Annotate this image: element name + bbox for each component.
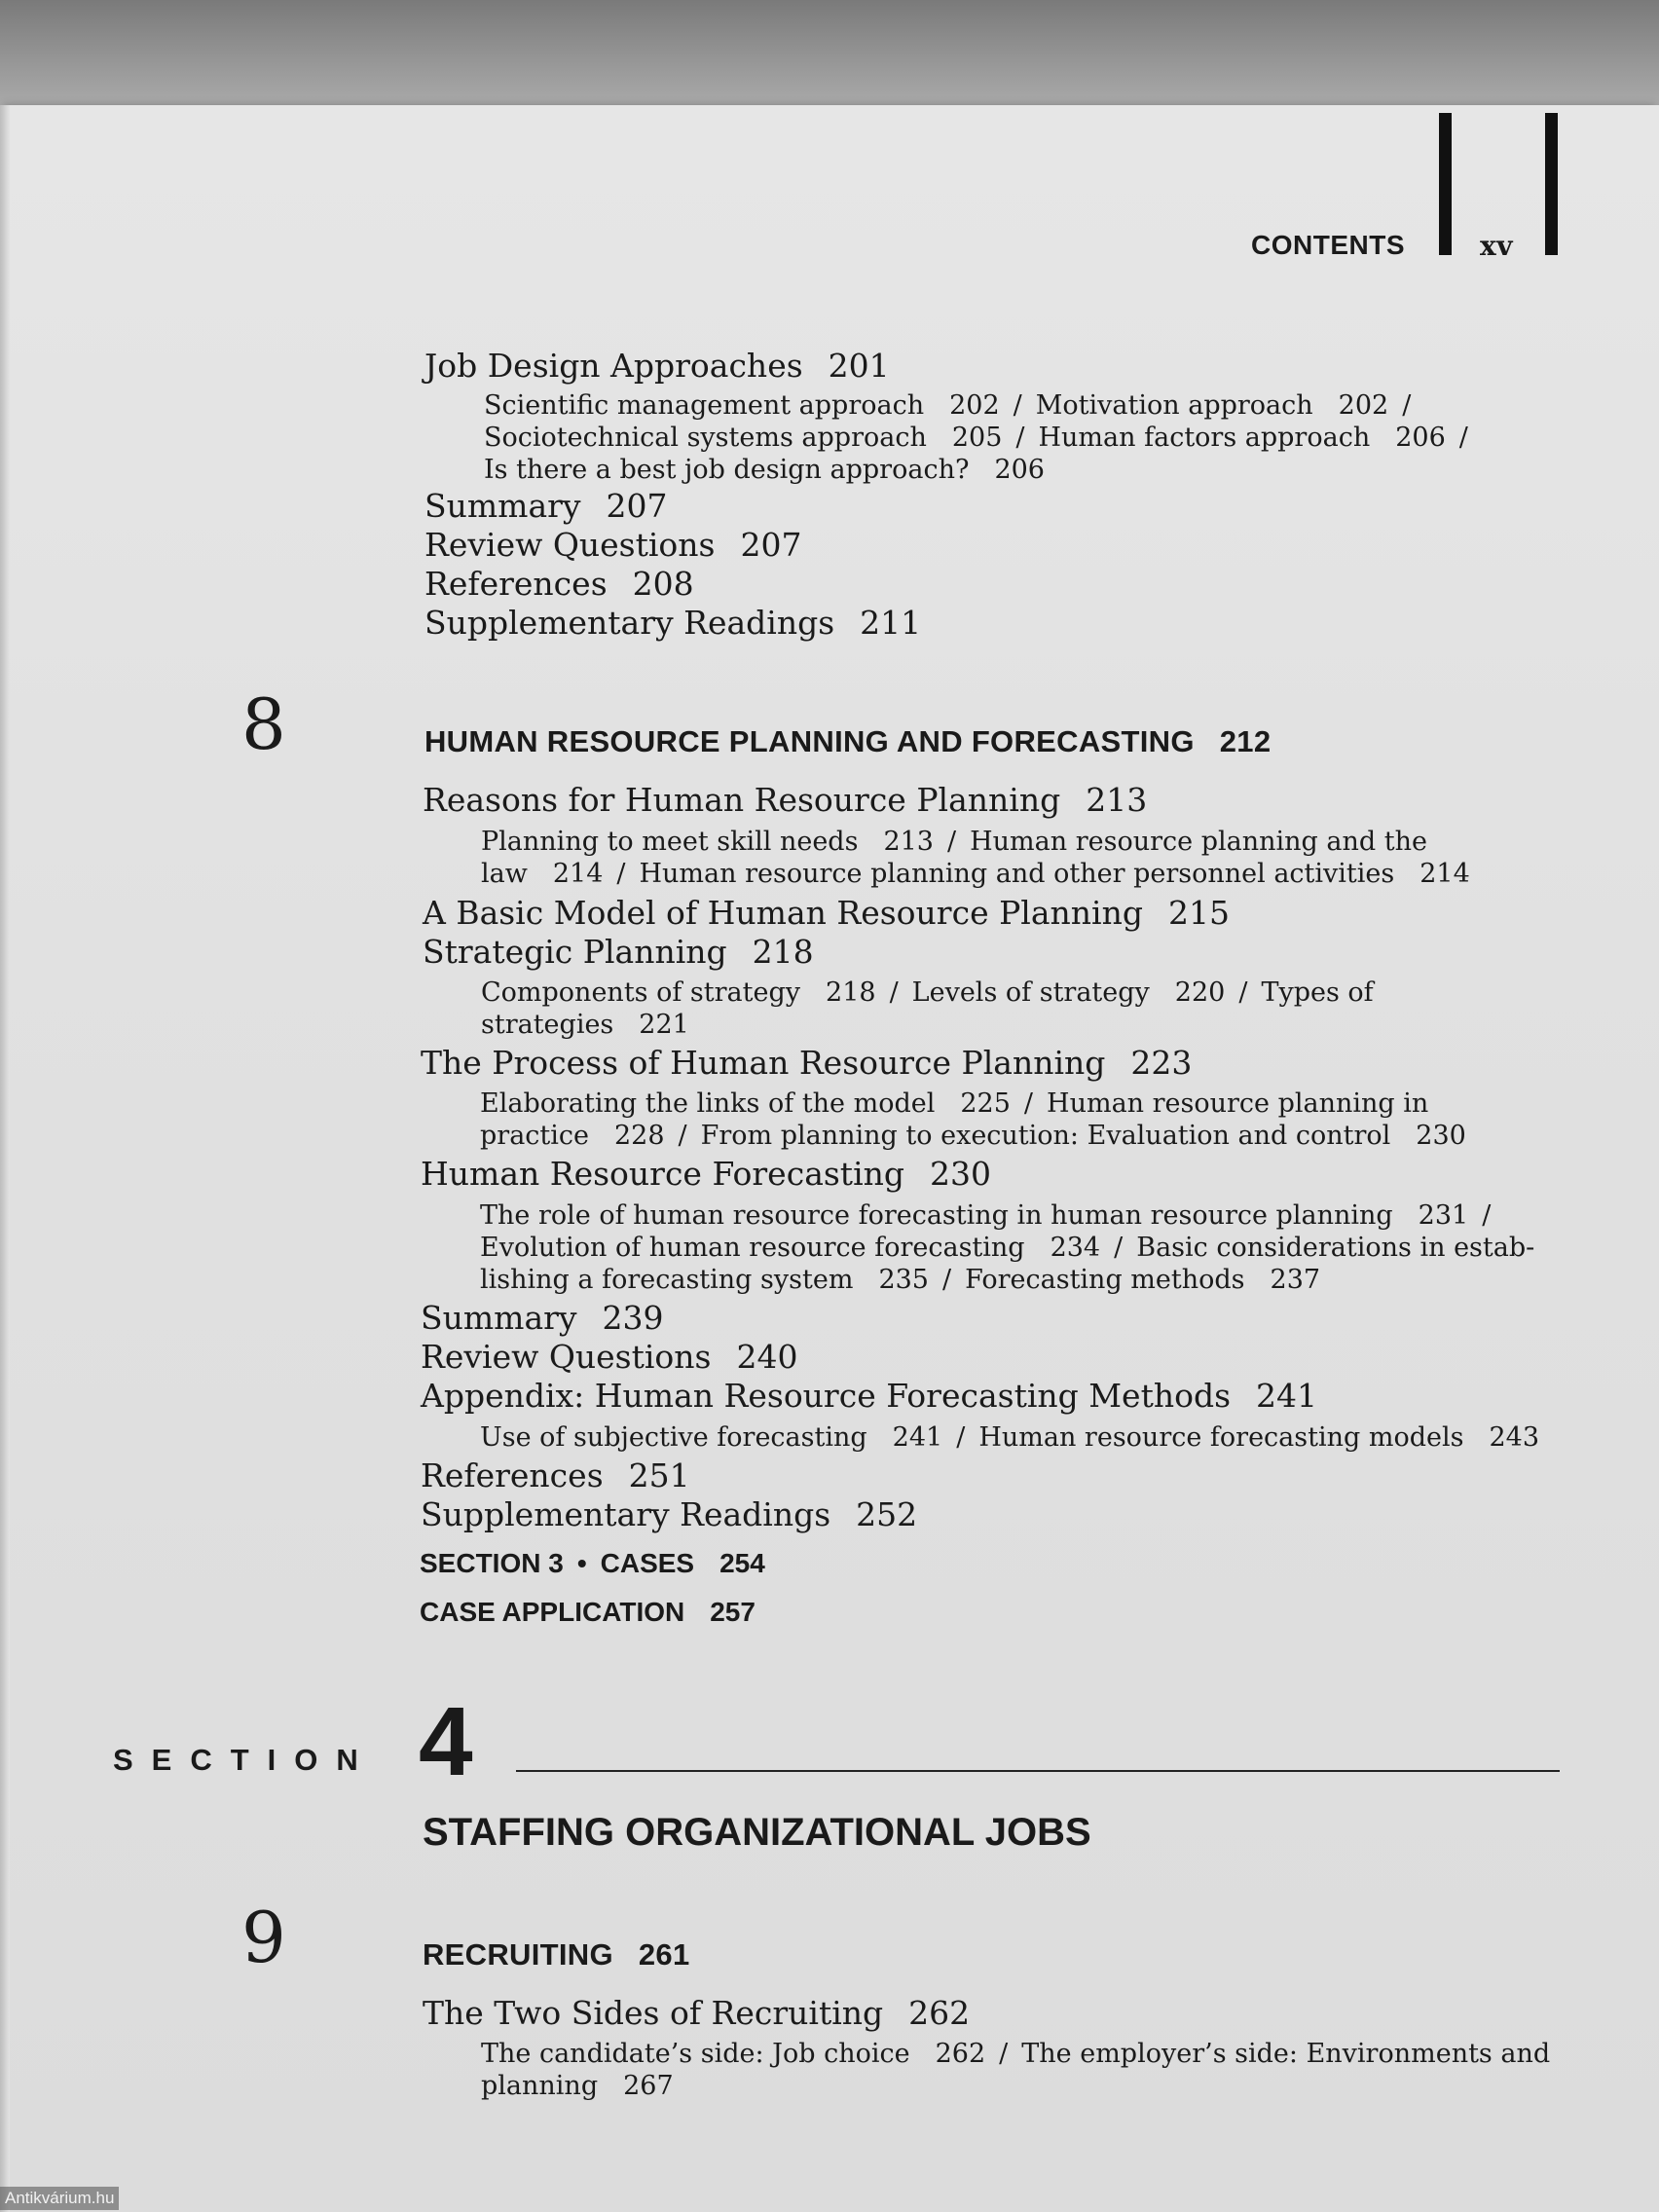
separator: / [941,1265,952,1295]
toc-subline [481,826,1427,858]
separator: / [1023,1088,1034,1119]
entry-page: 230 [930,1155,991,1193]
sub-page: 214 [1419,859,1470,889]
toc-entry-references[interactable] [421,1456,690,1494]
separator: / [947,827,957,857]
sub-topic: lishing a forecasting system [480,1265,854,1295]
entry-page: 251 [628,1456,690,1494]
entry-page: 208 [632,565,694,603]
header-bar-right [1545,113,1558,255]
entry-page: 240 [736,1338,798,1376]
sub-topic: Human resource planning and the [970,827,1427,857]
sub-page: 225 [960,1088,1011,1119]
toc-subline [480,1421,1539,1454]
toc-entry-process[interactable] [421,1044,1192,1082]
toc-subline [481,2038,1550,2070]
entry-page: 207 [740,526,802,564]
entry-title: Summary [424,487,581,525]
sub-page: 202 [1338,390,1389,421]
separator: / [1013,390,1022,421]
chapter-title-link[interactable] [423,1937,690,1972]
toc-entry-review-questions[interactable] [421,1338,797,1376]
toc-entry-job-design[interactable] [424,347,890,385]
section-title: STAFFING ORGANIZATIONAL JOBS [423,1811,1091,1854]
toc-subline [484,454,1045,486]
sub-page: 234 [1050,1233,1101,1263]
sub-topic: Planning to meet skill needs [481,827,859,857]
sub-page: 228 [614,1121,665,1151]
toc-subline [484,422,1482,454]
sub-page: 202 [949,390,1000,421]
entry-title: References [424,565,608,603]
toc-entry-summary[interactable] [424,487,668,525]
toc-subline [481,977,1374,1009]
toc-entry-forecasting[interactable] [421,1155,991,1193]
separator: / [1402,390,1412,421]
separator: / [616,859,626,889]
sub-topic: Human factors approach [1038,423,1371,453]
sub-topic: law [481,859,528,889]
toc-entry-basic-model[interactable] [423,894,1230,932]
entry-page: 252 [856,1495,918,1533]
entry-page: 257 [710,1597,756,1627]
entry-title: Summary [421,1299,577,1337]
sub-topic: Scientific management approach [484,390,925,421]
toc-entry-review-questions[interactable] [424,526,801,564]
section-word: SECTION [113,1743,377,1777]
sub-page: 213 [883,827,934,857]
sub-topic: strategies [481,1010,614,1040]
toc-entry-appendix[interactable] [421,1377,1317,1415]
section-number: 4 [419,1687,473,1796]
entry-page: 241 [1256,1377,1318,1415]
chapter-page: 212 [1219,724,1272,758]
sub-topic: The role of human resource forecasting in human resource planning [480,1200,1393,1231]
sub-page: 206 [1395,423,1446,453]
header-bar-left [1439,113,1452,255]
entry-title: Review Questions [424,526,716,564]
sub-page: 220 [1174,977,1226,1008]
sub-page: 218 [826,977,876,1008]
entry-page: 223 [1130,1044,1193,1082]
toc-subline [481,1009,689,1041]
entry-page: 262 [908,1994,971,2032]
sub-topic: Is there a best job design approach? [484,455,970,485]
toc-subline [481,2070,674,2102]
toc-subline [480,1088,1428,1120]
entry-title: The Two Sides of Recruiting [423,1994,884,2032]
separator: / [678,1121,687,1151]
section-label: SECTION 3 [420,1548,564,1578]
sub-topic: Types of [1261,977,1374,1008]
sub-page: 262 [935,2039,986,2069]
chapter-number: 9 [241,1897,286,1978]
separator: / [1015,423,1025,453]
entry-title: Reasons for Human Resource Planning [423,781,1061,819]
toc-entry-strategic-planning[interactable] [423,933,814,971]
sub-page: 230 [1416,1121,1466,1151]
case-application-label: CASE APPLICATION [420,1597,685,1627]
sub-topic: Motivation approach [1035,390,1313,421]
chapter-title: RECRUITING [423,1937,613,1972]
entry-title: Review Questions [421,1338,712,1376]
toc-subline [481,858,1470,890]
toc-entry-references[interactable] [424,565,694,603]
chapter-title-link[interactable] [424,724,1271,759]
chapter-number: 8 [241,683,286,765]
sub-page: 235 [878,1265,929,1295]
entry-page: 213 [1086,781,1148,819]
sub-page: 214 [552,859,604,889]
separator: / [1114,1233,1124,1263]
sub-topic: Human resource planning and other personnel activities [639,859,1395,889]
separator: / [999,2039,1009,2069]
sub-topic: planning [481,2071,599,2101]
sub-page: 205 [951,423,1003,453]
entry-title: Supplementary Readings [424,604,835,642]
entry-page: 201 [828,347,890,385]
sub-topic: practice [480,1121,589,1151]
toc-subline [480,1264,1320,1296]
entry-page: 215 [1167,894,1230,932]
sub-topic: Use of subjective forecasting [480,1422,867,1453]
toc-entry-reasons[interactable] [423,781,1147,819]
chapter-title: HUMAN RESOURCE PLANNING AND FORECASTING [424,724,1195,758]
toc-subline [480,1232,1534,1264]
separator: / [1238,977,1248,1008]
sub-topic: Forecasting methods [965,1265,1245,1295]
toc-subline [480,1199,1504,1232]
entry-title: The Process of Human Resource Planning [421,1044,1106,1082]
sub-page: 221 [639,1010,689,1040]
sub-topic: Levels of strategy [911,977,1150,1008]
sub-page: 206 [994,455,1045,485]
section-rule [516,1770,1560,1772]
cases-label: CASES [600,1548,695,1578]
toc-entry-supplementary-readings[interactable] [424,604,921,642]
entry-title: References [421,1456,604,1494]
entry-title: Strategic Planning [423,933,727,971]
sub-page: 241 [892,1422,943,1453]
sub-page: 243 [1489,1422,1540,1453]
toc-entry-summary[interactable] [421,1299,664,1337]
toc-subline [484,389,1424,422]
entry-page: 207 [606,487,668,525]
entry-page: 239 [602,1299,664,1337]
toc-entry-two-sides[interactable] [423,1994,970,2032]
sub-page: 231 [1418,1200,1469,1231]
toc-subline [480,1120,1466,1152]
entry-title: Supplementary Readings [421,1495,831,1533]
sub-topic: Human resource forecasting models [978,1422,1464,1453]
separator: / [1482,1200,1492,1231]
sub-topic: Elaborating the links of the model [480,1088,936,1119]
sub-page: 237 [1270,1265,1321,1295]
entry-title: A Basic Model of Human Resource Planning [423,894,1143,932]
separator: / [956,1422,966,1453]
entry-title: Job Design Approaches [424,347,803,385]
entry-title: Human Resource Forecasting [421,1155,904,1193]
toc-entry-supplementary-readings[interactable] [421,1495,917,1533]
sub-topic: Basic considerations in estab- [1136,1233,1535,1263]
toc-entry-section3-cases[interactable] [420,1548,765,1579]
sub-topic: The employer’s side: Environments and [1021,2039,1551,2069]
watermark: Antikvárium.hu [0,2187,119,2210]
entry-title: Appendix: Human Resource Forecasting Methods [421,1377,1232,1415]
entry-page: 211 [860,604,922,642]
separator: / [889,977,899,1008]
page-edge [0,105,10,2212]
sub-topic: From planning to execution: Evaluation and control [700,1121,1391,1151]
toc-entry-case-application[interactable] [420,1597,756,1628]
entry-page: 254 [719,1548,765,1578]
running-head-label: CONTENTS [1251,230,1405,260]
sub-topic: Sociotechnical systems approach [484,423,927,453]
sub-topic: Human resource planning in [1047,1088,1429,1119]
sub-topic: Components of strategy [481,977,801,1008]
bullet: • [576,1548,587,1578]
separator: / [1458,423,1468,453]
sub-topic: The candidate’s side: Job choice [481,2039,910,2069]
sub-page: 267 [623,2071,674,2101]
sub-topic: Evolution of human resource forecasting [480,1233,1025,1263]
entry-page: 218 [752,933,814,971]
chapter-page: 261 [638,1937,690,1972]
running-head-page: xv [1480,230,1513,262]
